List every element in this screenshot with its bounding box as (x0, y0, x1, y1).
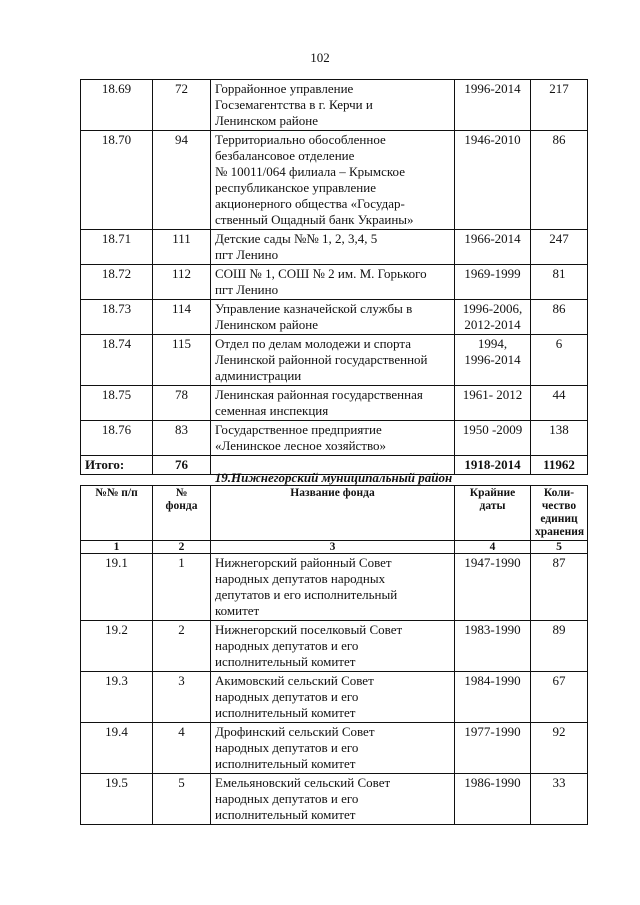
fond-dates: 1983-1990 (455, 621, 531, 672)
fond-number: 1 (153, 554, 211, 621)
table-row (81, 386, 588, 421)
fond-dates: 1996-2006, 2012-2014 (455, 300, 531, 335)
fond-table-body (81, 80, 588, 475)
total-units: 11962 (531, 456, 588, 475)
table-row (81, 230, 588, 265)
fond-name: Дрофинский сельский Совет народных депутатов и его исполнительный комитет (211, 723, 455, 774)
fond-name: Государственное предприятие «Ленинское лесное хозяйство» (211, 421, 455, 456)
row-code: 18.75 (81, 386, 153, 421)
unit-count: 81 (531, 265, 588, 300)
unit-count: 92 (531, 723, 588, 774)
row-code: 19.4 (81, 723, 153, 774)
fond-number: 115 (153, 335, 211, 386)
fond-name: Горрайонное управление Госземагентства в г. Керчи и Ленинском районе (211, 80, 455, 131)
table-row (81, 80, 588, 131)
fond-dates: 1986-1990 (455, 774, 531, 825)
row-code: 18.72 (81, 265, 153, 300)
unit-count: 138 (531, 421, 588, 456)
table-row (81, 672, 588, 723)
row-code: 18.76 (81, 421, 153, 456)
table-header-row (81, 486, 588, 541)
fond-dates: 1994, 1996-2014 (455, 335, 531, 386)
unit-count: 33 (531, 774, 588, 825)
fond-name: Акимовский сельский Совет народных депутатов и его исполнительный комитет (211, 672, 455, 723)
fond-dates: 1950 -2009 (455, 421, 531, 456)
unit-count: 87 (531, 554, 588, 621)
table-row (81, 554, 588, 621)
fond-dates: 1996-2014 (455, 80, 531, 131)
table-row (81, 421, 588, 456)
fond-name: Отдел по делам молодежи и спорта Ленинской районной государственной администрации (211, 335, 455, 386)
total-fond-count: 76 (153, 456, 211, 475)
header-fond-number: № фонда (153, 486, 211, 541)
row-code: 19.3 (81, 672, 153, 723)
fond-dates: 1946-2010 (455, 131, 531, 230)
fond-table-continued (80, 79, 588, 475)
header-dates: Крайние даты (455, 486, 531, 541)
fond-number: 111 (153, 230, 211, 265)
table-row (81, 131, 588, 230)
fond-name: СОШ № 1, СОШ № 2 им. М. Горького пгт Ленино (211, 265, 455, 300)
fond-number: 72 (153, 80, 211, 131)
column-number: 5 (531, 541, 588, 554)
fond-dates: 1947-1990 (455, 554, 531, 621)
fond-name: Детские сады №№ 1, 2, 3,4, 5 пгт Ленино (211, 230, 455, 265)
unit-count: 86 (531, 131, 588, 230)
fond-number: 83 (153, 421, 211, 456)
unit-count: 247 (531, 230, 588, 265)
table-row (81, 621, 588, 672)
fond-name: Нижнегорский районный Совет народных депутатов народных депутатов и его исполнительный комитет (211, 554, 455, 621)
total-label: Итого: (81, 456, 153, 475)
section-19-table (80, 485, 588, 825)
table-row (81, 335, 588, 386)
row-code: 18.74 (81, 335, 153, 386)
fond-name: Ленинская районная государственная семенная инспекция (211, 386, 455, 421)
fond-name: Емельяновский сельский Совет народных депутатов и его исполнительный комитет (211, 774, 455, 825)
page-number: 102 (310, 50, 330, 65)
fond-dates: 1966-2014 (455, 230, 531, 265)
fond-number: 3 (153, 672, 211, 723)
fond-name: Нижнегорский поселковый Совет народных депутатов и его исполнительный комитет (211, 621, 455, 672)
row-code: 18.71 (81, 230, 153, 265)
unit-count: 86 (531, 300, 588, 335)
table-row (81, 723, 588, 774)
fond-number: 112 (153, 265, 211, 300)
fond-name: Управление казначейской службы в Ленинском районе (211, 300, 455, 335)
total-dates: 1918-2014 (455, 456, 531, 475)
row-code: 18.69 (81, 80, 153, 131)
unit-count: 44 (531, 386, 588, 421)
row-code: 19.5 (81, 774, 153, 825)
fond-number: 78 (153, 386, 211, 421)
fond-dates: 1969-1999 (455, 265, 531, 300)
column-number: 4 (455, 541, 531, 554)
fond-number: 114 (153, 300, 211, 335)
header-units: Коли- чество единиц хранения (531, 486, 588, 541)
fond-name: Территориально обособленное безбалансовое отделение № 10011/064 филиала – Крымское республиканское управление акционерного общества «Государ- ственный Ощадный банк Украины» (211, 131, 455, 230)
unit-count: 67 (531, 672, 588, 723)
table-row (81, 774, 588, 825)
row-code: 19.1 (81, 554, 153, 621)
fond-dates: 1977-1990 (455, 723, 531, 774)
column-number: 1 (81, 541, 153, 554)
fond-number: 5 (153, 774, 211, 825)
header-fond-name: Название фонда (211, 486, 455, 541)
fond-dates: 1984-1990 (455, 672, 531, 723)
fond-number: 2 (153, 621, 211, 672)
unit-count: 217 (531, 80, 588, 131)
unit-count: 6 (531, 335, 588, 386)
fond-dates: 1961- 2012 (455, 386, 531, 421)
row-code: 19.2 (81, 621, 153, 672)
column-number: 3 (211, 541, 455, 554)
table-row (81, 265, 588, 300)
section-19-body (81, 554, 588, 825)
fond-number: 94 (153, 131, 211, 230)
column-number-row (81, 541, 588, 554)
fond-number: 4 (153, 723, 211, 774)
header-row-number: №№ п/п (81, 486, 153, 541)
row-code: 18.73 (81, 300, 153, 335)
table-row (81, 300, 588, 335)
column-number: 2 (153, 541, 211, 554)
unit-count: 89 (531, 621, 588, 672)
row-code: 18.70 (81, 131, 153, 230)
section-title: 19.Нижнегорский муниципальный район (214, 470, 453, 485)
